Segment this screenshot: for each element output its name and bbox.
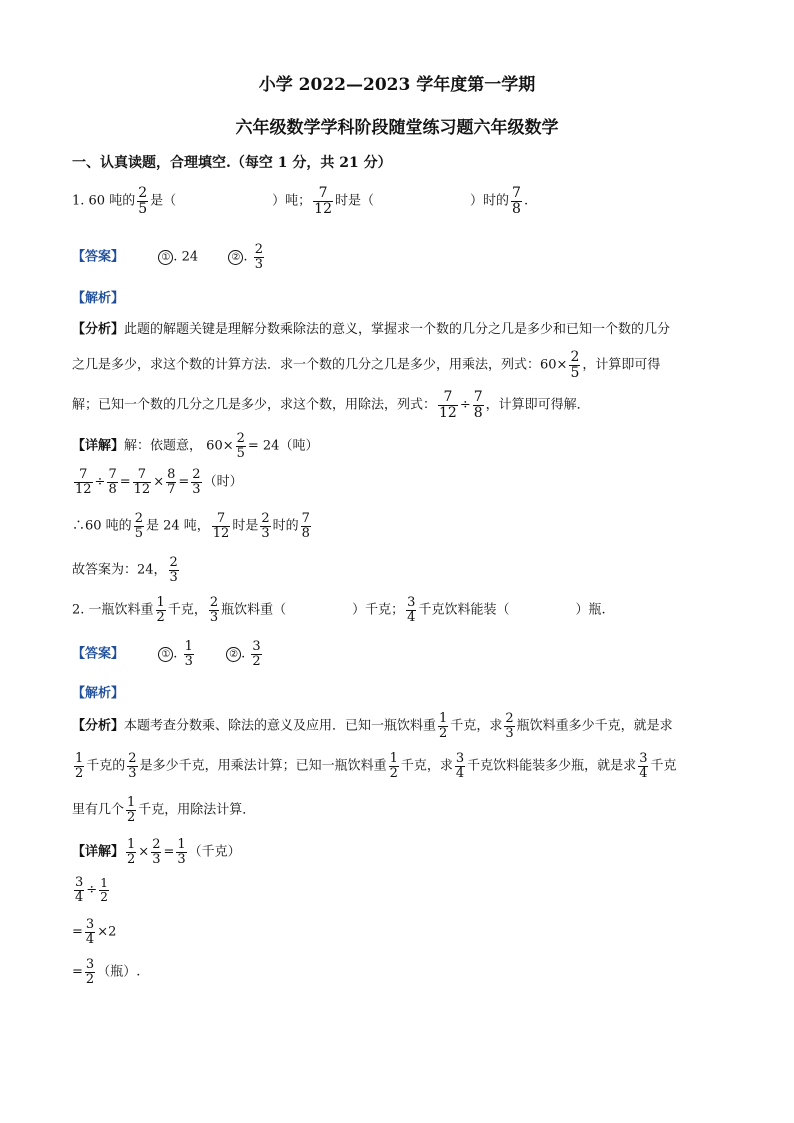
fraction: $\frac{3}{4}$ [407, 595, 416, 625]
fraction: $\frac{2}{3}$ [209, 595, 219, 625]
fenxi-text: 千克的 [86, 758, 126, 774]
fraction: $\frac{7}{12}$ [314, 185, 332, 217]
detail-text: ×2 [97, 924, 117, 940]
fraction: $\frac{1}{3}$ [184, 639, 193, 669]
q1-text: 是（ [150, 193, 177, 209]
fenxi-text: 本题考查分数乘、除法的意义及应用．已知一瓶饮料重 [124, 718, 437, 734]
separator: . [173, 646, 178, 662]
conclusion-text: ∴60 吨的 [72, 518, 132, 534]
circled-2: ② [226, 647, 241, 662]
fraction: $\frac{7}{8}$ [473, 389, 483, 421]
q2-detail-line1 [72, 838, 241, 866]
fraction: $\frac{7}{12}$ [439, 389, 457, 421]
fenxi-text: 此题的解题关键是理解分数乘除法的意义，掌握求一个数的几分之几是多少和已知一个数的几分 [124, 322, 671, 337]
divide-sign: ÷ [94, 474, 106, 490]
detail-text: （时） [203, 474, 243, 490]
q1-detail-line1 [72, 432, 318, 460]
fraction: $\frac{3}{4}$ [455, 751, 465, 781]
fraction: $\frac{3}{2}$ [252, 639, 261, 669]
q2-text: ）千克； [352, 602, 405, 618]
times-sign: × [138, 844, 150, 860]
q2-text: 瓶饮料重（ [221, 602, 287, 618]
fenxi-text: 千克，求 [450, 718, 503, 734]
fraction: $\frac{1}{3}$ [177, 837, 186, 867]
q2-text: 千克， [167, 602, 207, 618]
answer-tag: 【答案】 [72, 646, 125, 662]
detail-text: （千克） [188, 844, 241, 860]
analysis-tag: 【解析】 [72, 291, 125, 306]
fenxi-text: 是多少千克，用乘法计算；已知一瓶饮料重 [139, 758, 387, 774]
q1-text: ）吨； [272, 193, 312, 209]
q1-fenxi-line3 [72, 390, 590, 420]
fenxi-text: 里有几个 [72, 802, 125, 818]
q1-answer-1: 24 [181, 249, 199, 265]
fraction: $\frac{2}{3}$ [261, 511, 270, 541]
equals-sign: = [72, 924, 83, 940]
q2-answer [72, 640, 264, 668]
circled-1: ① [158, 647, 173, 662]
fraction: $\frac{1}{2}$ [75, 751, 84, 781]
fenxi-text: 千克，用除法计算． [138, 802, 256, 818]
equals-sign: = [163, 844, 175, 860]
fenxi-text: 千克饮料能装多少瓶，就是求 [467, 758, 637, 774]
conclusion-text: 是 24 吨， [145, 518, 210, 534]
fraction: $\frac{2}{3}$ [505, 711, 514, 741]
q2-fenxi-line2 [72, 752, 676, 780]
final-text: 故答案为：24， [72, 562, 167, 578]
fraction: $\frac{7}{12}$ [212, 511, 230, 541]
fraction: $\frac{3}{4}$ [75, 875, 84, 905]
question-2 [72, 596, 606, 624]
fraction: $\frac{1}{2}$ [389, 751, 398, 781]
separator: . [243, 249, 248, 265]
q1-text: ）时的 [470, 193, 510, 209]
separator: . [241, 646, 246, 662]
equals-sign: = [72, 964, 83, 980]
times-sign: × [153, 474, 165, 490]
analysis-tag: 【解析】 [72, 686, 125, 701]
q2-detail-line3 [72, 918, 116, 946]
fraction: $\frac{7}{12}$ [75, 467, 92, 497]
q2-prefix: 2. 一瓶饮料重 [72, 602, 154, 618]
q2-detail-line4 [72, 958, 140, 986]
fraction: $\frac{2}{3}$ [169, 555, 178, 585]
fenxi-text: 千克 [650, 758, 677, 774]
conclusion-text: 时是 [232, 518, 259, 534]
fraction: $\frac{3}{2}$ [85, 957, 95, 987]
fenxi-text: 解；已知一个数的几分之几是多少，求这个数，用除法，列式： [72, 397, 437, 413]
fraction: $\frac{7}{8}$ [108, 467, 117, 497]
q2-text: ）瓶. [575, 602, 606, 618]
q2-fenxi-line1 [72, 712, 673, 740]
fraction: $\frac{1}{2}$ [127, 795, 136, 825]
q1-prefix: 1. 60 吨的 [72, 193, 136, 209]
fraction: $\frac{2}{3}$ [128, 751, 137, 781]
fraction: $\frac{2}{3}$ [192, 467, 201, 497]
fenxi-text: 瓶饮料重多少千克，就是求 [516, 718, 673, 734]
detail-text: 解：依题意， [124, 438, 203, 454]
question-1 [72, 186, 528, 216]
fraction: $\frac{2}{5}$ [138, 185, 148, 217]
q1-detail-line2 [72, 468, 243, 496]
equals-sign: = [178, 474, 190, 490]
document-title-line2: 六年级数学学科阶段随堂练习题六年级数学 [235, 118, 559, 138]
q1-fenxi-line2 [72, 350, 660, 380]
q1-final-answer [72, 556, 181, 584]
fraction: $\frac{7}{8}$ [512, 185, 521, 217]
q2-detail-line2 [72, 876, 111, 904]
fenxi-tag: 【分析】 [72, 718, 125, 734]
fraction: $\frac{1}{2}$ [100, 876, 108, 904]
detail-tag: 【详解】 [72, 438, 125, 454]
fraction: $\frac{7}{12}$ [133, 467, 151, 497]
detail-text: = 24（吨） [247, 438, 319, 454]
q1-answer [72, 243, 266, 271]
fenxi-text: ，计算即可得解． [485, 397, 590, 413]
fraction: $\frac{2}{5}$ [134, 511, 143, 541]
conclusion-text: 时的 [272, 518, 299, 534]
divide-sign: ÷ [86, 882, 98, 898]
fraction: $\frac{3}{4}$ [639, 751, 648, 781]
q1-fenxi-line1 [72, 318, 670, 337]
fraction: $\frac{2}{5}$ [570, 349, 580, 381]
fraction: $\frac{1}{2}$ [127, 837, 136, 867]
document-title-line1: 小学 2022—2023 学年度第一学期 [258, 75, 536, 95]
fenxi-text: 之几是多少，求这个数的计算方法．求一个数的几分之几是多少，用乘法，列式：60× [72, 357, 568, 373]
fraction: $\frac{2}{3}$ [152, 837, 161, 867]
fraction: $\frac{3}{4}$ [85, 917, 95, 947]
fraction: $\frac{2}{3}$ [254, 242, 263, 272]
fenxi-text: 千克，求 [400, 758, 453, 774]
circled-1: ① [158, 250, 173, 265]
q1-conclusion [72, 512, 313, 540]
separator: . [173, 249, 178, 265]
fraction: $\frac{8}{7}$ [167, 467, 176, 497]
equals-sign: = [119, 474, 131, 490]
detail-text: 60× [206, 438, 234, 454]
detail-text: （瓶）. [97, 964, 141, 980]
q2-text: 千克饮料能装（ [418, 602, 510, 618]
fraction: $\frac{1}{2}$ [156, 595, 165, 625]
divide-sign: ÷ [459, 397, 471, 413]
fenxi-tag: 【分析】 [72, 322, 125, 337]
circled-2: ② [228, 250, 243, 265]
answer-tag: 【答案】 [72, 249, 125, 265]
q2-fenxi-line3 [72, 796, 255, 824]
q1-text: . [523, 193, 529, 209]
q1-text: 时是（ [335, 193, 375, 209]
fraction: $\frac{1}{2}$ [439, 711, 448, 741]
section-heading: 一、认真读题，合理填空.（每空 1 分，共 21 分） [72, 155, 392, 171]
fraction: $\frac{2}{5}$ [236, 431, 245, 461]
detail-tag: 【详解】 [72, 844, 125, 860]
fenxi-text: ，计算即可得 [582, 357, 661, 373]
fraction: $\frac{7}{8}$ [301, 511, 310, 541]
